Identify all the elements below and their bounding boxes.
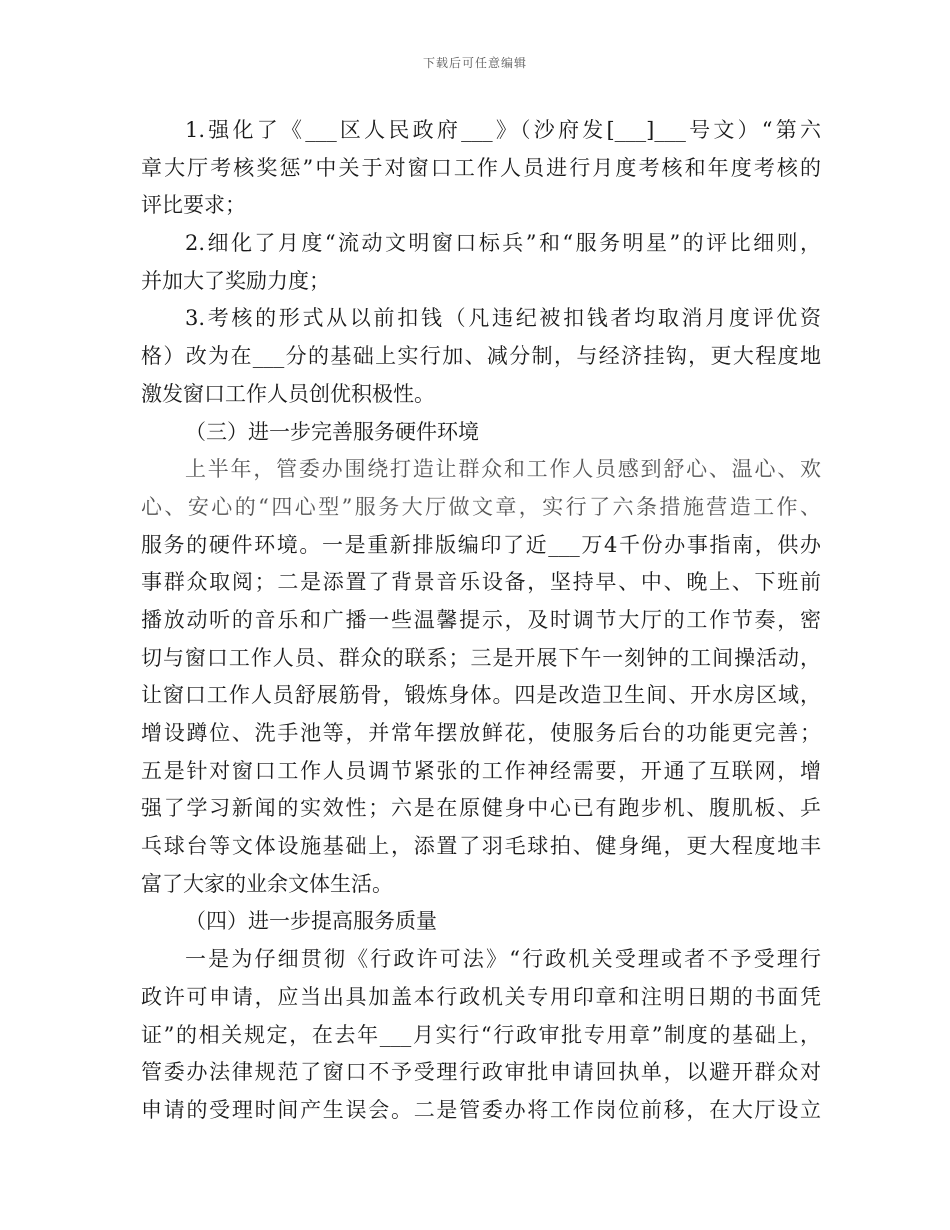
text-line: 1.强化了《___区人民政府___》（沙府发[___]___号文）“第六 bbox=[185, 118, 821, 142]
text-line: 切与窗口工作人员、群众的联系；三是开展下午一刻钟的工间操活动， bbox=[141, 645, 821, 670]
text-line: 评比要求； bbox=[141, 193, 246, 218]
page-header: 下载后可任意编辑 bbox=[422, 56, 527, 70]
text-line: 上半年，管委办围绕打造让群众和工作人员感到舒心、温心、欢 bbox=[185, 457, 821, 482]
text-line: 2.细化了月度“流动文明窗口标兵”和“服务明星”的评比细则， bbox=[185, 231, 821, 256]
section-heading-4: （四）进一步提高服务质量 bbox=[185, 909, 437, 934]
section-heading-3: （三）进一步完善服务硬件环境 bbox=[185, 419, 479, 444]
text-line: 乓球台等文体设施基础上，添置了羽毛球拍、健身绳，更大程度地丰 bbox=[141, 834, 821, 859]
text-line: 并加大了奖励力度； bbox=[141, 268, 330, 293]
paragraph-3 bbox=[141, 300, 821, 413]
text-line: 章大厅考核奖惩”中关于对窗口工作人员进行月度考核和年度考核的 bbox=[141, 155, 821, 180]
text-line: 政许可申请，应当出具加盖本行政机关专用印章和注明日期的书面凭 bbox=[141, 984, 821, 1009]
text-line: 服务的硬件环境。一是重新排版编印了近___万4千份办事指南，供办 bbox=[141, 532, 821, 557]
paragraph-4 bbox=[141, 451, 821, 903]
paragraph-5 bbox=[141, 941, 821, 1129]
text-line: 增设蹲位、洗手池等，并常年摆放鲜花，使服务后台的功能更完善； bbox=[141, 721, 821, 745]
text-line: 格）改为在___分的基础上实行加、减分制，与经济挂钩，更大程度地 bbox=[141, 344, 821, 369]
text-line: 五是针对窗口工作人员调节紧张的工作神经需要，开通了互联网，增 bbox=[141, 758, 821, 783]
text-line: 播放动听的音乐和广播一些温馨提示，及时调节大厅的工作节奏，密 bbox=[141, 607, 821, 632]
paragraph-1 bbox=[141, 112, 821, 225]
text-line: 事群众取阅；二是添置了背景音乐设备，坚持早、中、晚上、下班前 bbox=[141, 570, 821, 595]
text-line: 让窗口工作人员舒展筋骨，锻炼身体。四是改造卫生间、开水房区域， bbox=[141, 683, 821, 708]
text-line: 申请的受理时间产生误会。二是管委办将工作岗位前移，在大厅设立 bbox=[141, 1097, 821, 1122]
text-line: 心、安心的“四心型”服务大厅做文章，实行了六条措施营造工作、 bbox=[141, 494, 821, 519]
document-body bbox=[141, 112, 821, 1130]
text-line: 富了大家的业余文体生活。 bbox=[141, 871, 393, 896]
text-line: 3.考核的形式从以前扣钱（凡违纪被扣钱者均取消月度评优资 bbox=[185, 306, 821, 331]
text-line: 激发窗口工作人员创优积极性。 bbox=[141, 381, 435, 406]
paragraph-2 bbox=[141, 225, 821, 300]
text-line: 一是为仔细贯彻《行政许可法》“行政机关受理或者不予受理行 bbox=[185, 947, 821, 972]
text-line: 强了学习新闻的实效性；六是在原健身中心已有跑步机、腹肌板、乒 bbox=[141, 796, 821, 821]
text-line: 管委办法律规范了窗口不予受理行政审批申请回执单，以避开群众对 bbox=[141, 1060, 821, 1085]
text-line: 证”的相关规定，在去年___月实行“行政审批专用章”制度的基础上， bbox=[141, 1022, 821, 1047]
